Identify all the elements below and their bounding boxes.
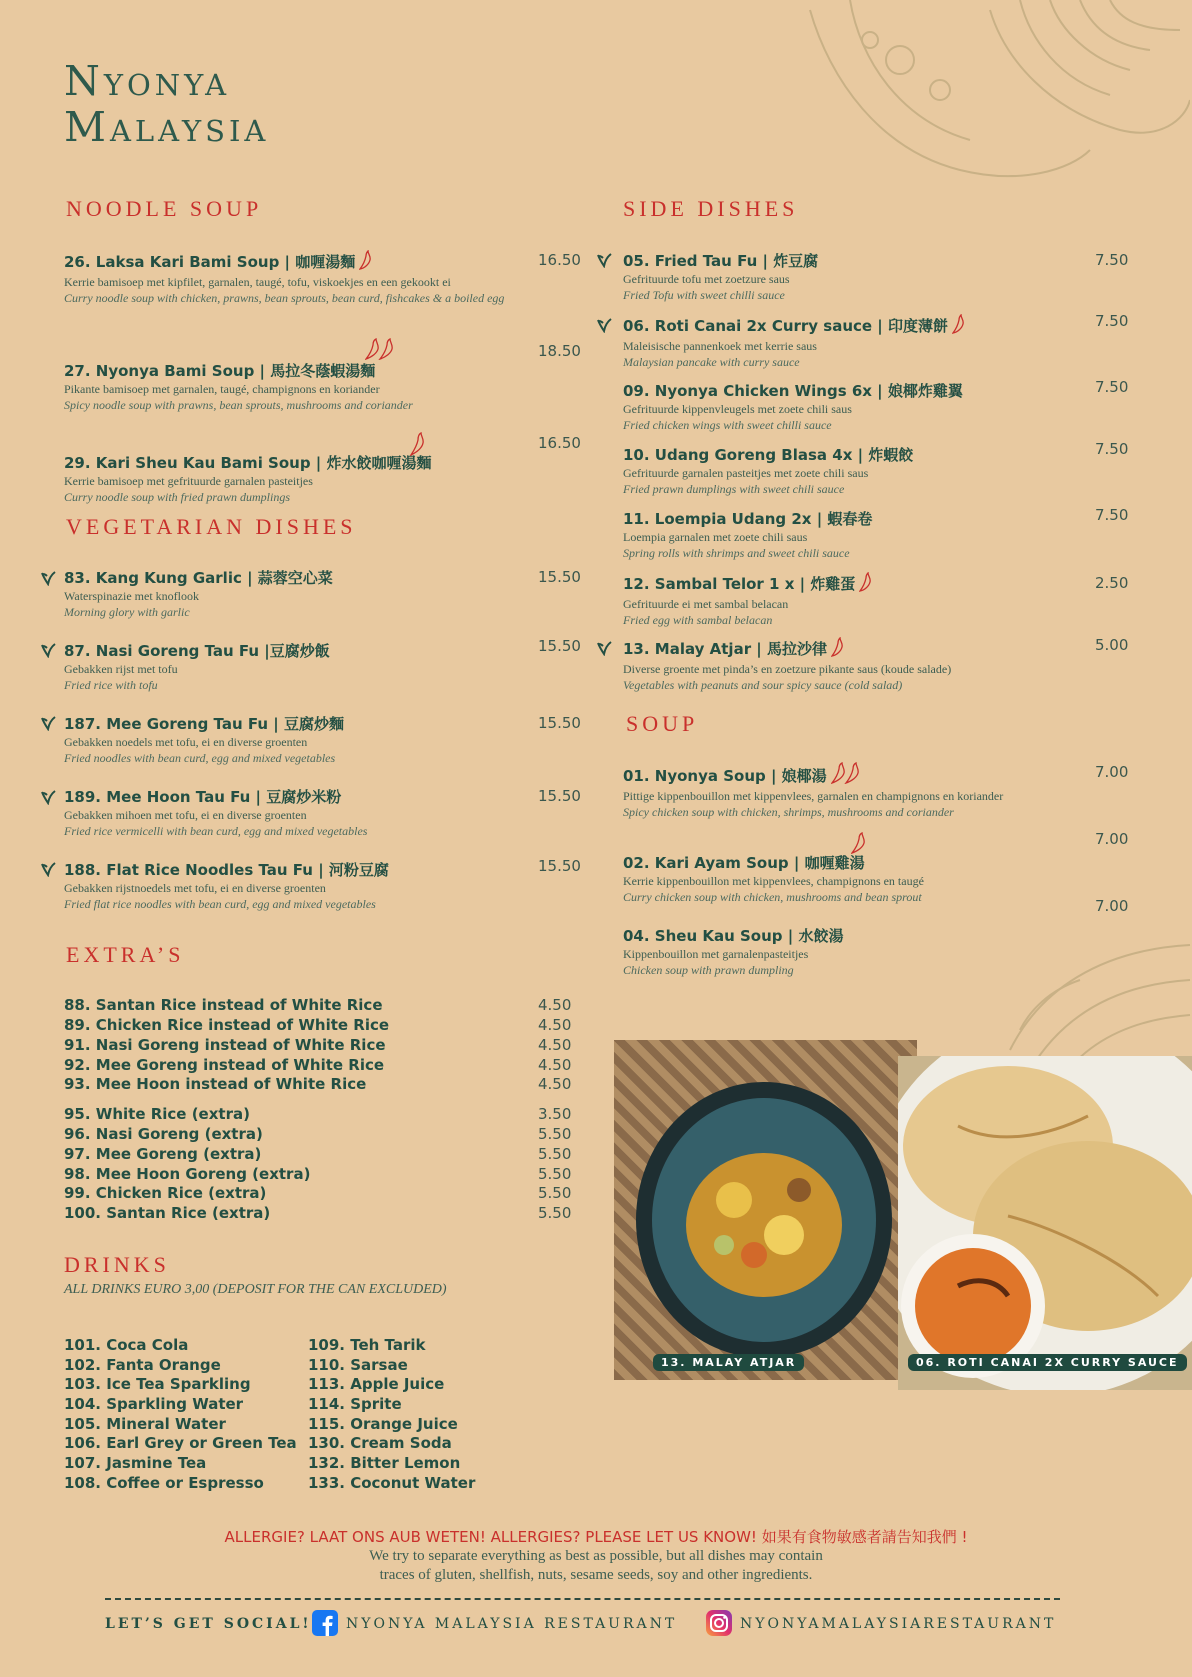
chili-icon	[359, 250, 373, 274]
chili-icon	[831, 637, 845, 661]
dish-description-en: Chicken soup with prawn dumpling	[623, 963, 794, 977]
dish-name: 87. Nasi Goreng Tau Fu |豆腐炒飯	[64, 642, 330, 660]
extra-item: 97. Mee Goreng (extra)	[64, 1145, 262, 1163]
extra-item: 88. Santan Rice instead of White Rice	[64, 996, 383, 1014]
dish-name: 187. Mee Goreng Tau Fu | 豆腐炒麵	[64, 715, 344, 733]
price: 4.50	[538, 1056, 572, 1074]
price: 5.50	[538, 1165, 572, 1183]
drink-item: 115. Orange Juice	[308, 1415, 458, 1433]
leaf-icon	[40, 861, 56, 881]
dish-name: 189. Mee Hoon Tau Fu | 豆腐炒米粉	[64, 788, 342, 806]
dish-description-en: Fried Tofu with sweet chilli sauce	[623, 288, 785, 302]
dish-description-nl: Kerrie kippenbouillon met kippenvlees, champignons en taugé	[623, 874, 924, 888]
drink-item: 104. Sparkling Water	[64, 1395, 244, 1413]
dish-name: 12. Sambal Telor 1 x | 炸雞蛋	[623, 575, 856, 593]
price: 5.00	[1095, 636, 1129, 654]
price: 7.50	[1095, 378, 1129, 396]
dish-name: 01. Nyonya Soup | 娘椰湯	[623, 767, 827, 785]
dish-description-en: Malaysian pancake with curry sauce	[623, 355, 800, 369]
drink-item: 113. Apple Juice	[308, 1375, 445, 1393]
dish-name: 29. Kari Sheu Kau Bami Soup | 炸水餃咖喱湯麵	[64, 454, 432, 472]
extra-item: 99. Chicken Rice (extra)	[64, 1184, 267, 1202]
dish-description-nl: Gebakken mihoen met tofu, ei en diverse groenten	[64, 808, 307, 822]
dish-description-nl: Diverse groente met pinda’s en zoetzure pikante saus (koude salade)	[623, 662, 952, 676]
drink-item: 133. Coconut Water	[308, 1474, 476, 1492]
dish-description-en: Curry noodle soup with fried prawn dumplings	[64, 490, 291, 504]
price: 7.50	[1095, 440, 1129, 458]
dish-description-nl: Kippenbouillon met garnalenpasteitjes	[623, 947, 809, 961]
dish-soup-01	[623, 762, 1023, 820]
price: 15.50	[538, 637, 581, 655]
dish-name: 09. Nyonya Chicken Wings 6x | 娘椰炸雞翼	[623, 382, 963, 400]
price: 5.50	[538, 1184, 572, 1202]
dish-soup-02	[623, 852, 1073, 905]
drink-item: 105. Mineral Water	[64, 1415, 226, 1433]
chili-icon	[365, 338, 395, 365]
vegetarian-title: VEGETARIAN DISHES	[66, 514, 357, 539]
side-dishes-title: SIDE DISHES	[623, 196, 799, 221]
extra-item: 93. Mee Hoon instead of White Rice	[64, 1075, 367, 1093]
shell-illustration	[790, 0, 1190, 200]
price: 7.50	[1095, 506, 1129, 524]
dish-description-nl: Pittige kippenbouillon met kippenvlees, garnalen en champignons en koriander	[623, 789, 1004, 803]
price: 5.50	[538, 1145, 572, 1163]
soup-title: SOUP	[626, 711, 699, 736]
dish-description-en: Spicy chicken soup with chicken, shrimps, mushrooms and coriander	[623, 805, 954, 819]
dish-name: 06. Roti Canai 2x Curry sauce | 印度薄餅	[623, 317, 949, 335]
drink-item: 114. Sprite	[308, 1395, 402, 1413]
dish-description-nl: Kerrie bamisoep met kipfilet, garnalen, taugé, tofu, viskoekjes en een gekookt ei	[64, 275, 451, 289]
price: 3.50	[538, 1105, 572, 1123]
malay-atjar-photo	[614, 1040, 917, 1380]
price: 4.50	[538, 1036, 572, 1054]
dish-noodle-29	[64, 452, 544, 505]
allergy-note-line-2: traces of gluten, shellfish, nuts, sesame seeds, soy and other ingredients.	[379, 1567, 813, 1583]
dish-description-en: Fried noodles with bean curd, egg and mixed vegetables	[64, 751, 336, 765]
dish-description-en: Morning glory with garlic	[64, 605, 190, 619]
drink-item: 107. Jasmine Tea	[64, 1454, 207, 1472]
photo-label: 06. ROTI CANAI 2X CURRY SAUCE	[908, 1354, 1187, 1371]
price: 15.50	[538, 787, 581, 805]
instagram-icon[interactable]	[706, 1610, 732, 1641]
dish-name: 02. Kari Ayam Soup | 咖喱雞湯	[623, 854, 865, 872]
brand-line-1: Nyonya	[64, 57, 231, 105]
price: 7.00	[1095, 763, 1129, 781]
drink-item: 106. Earl Grey or Green Tea	[64, 1434, 297, 1452]
facebook-link[interactable]: NYONYA MALAYSIA RESTAURANT	[346, 1616, 678, 1632]
dish-name: 10. Udang Goreng Blasa 4x | 炸蝦餃	[623, 446, 914, 464]
dish-side-09	[623, 380, 1073, 433]
drinks-note: ALL DRINKS EURO 3,00 (DEPOSIT FOR THE CAN EXCLUDED)	[64, 1282, 447, 1297]
price: 7.00	[1095, 830, 1129, 848]
dish-description-en: Fried chicken wings with sweet chilli sauce	[623, 418, 832, 432]
drink-item: 103. Ice Tea Sparkling	[64, 1375, 251, 1393]
drink-item: 108. Coffee or Espresso	[64, 1474, 264, 1492]
drink-item: 102. Fanta Orange	[64, 1356, 221, 1374]
dish-description-nl: Gebakken rijst met tofu	[64, 662, 178, 676]
photo-label: 13. MALAY ATJAR	[653, 1354, 804, 1371]
dish-description-en: Fried rice with tofu	[64, 678, 158, 692]
leaf-icon	[40, 642, 56, 662]
chili-icon	[831, 762, 861, 788]
dish-description-nl: Gebakken noedels met tofu, ei en diverse groenten	[64, 735, 308, 749]
extra-item: 98. Mee Hoon Goreng (extra)	[64, 1165, 311, 1183]
price: 18.50	[538, 342, 581, 360]
chili-icon	[410, 432, 426, 461]
price: 7.00	[1095, 897, 1129, 915]
dish-description-nl: Gebakken rijstnoedels met tofu, ei en diverse groenten	[64, 881, 326, 895]
dish-veg-187	[64, 713, 524, 766]
leaf-icon	[40, 789, 56, 809]
drink-item: 101. Coca Cola	[64, 1336, 189, 1354]
bowl-illustration	[614, 1040, 917, 1380]
price: 15.50	[538, 857, 581, 875]
price: 4.50	[538, 996, 572, 1014]
extra-item: 92. Mee Goreng instead of White Rice	[64, 1056, 385, 1074]
price: 2.50	[1095, 574, 1129, 592]
dish-description-nl: Gefrituurde tofu met zoetzure saus	[623, 272, 790, 286]
dish-side-10	[623, 444, 1073, 497]
restaurant-logo	[64, 58, 269, 150]
social-label: LET’S GET SOCIAL!	[105, 1616, 312, 1632]
extra-item: 89. Chicken Rice instead of White Rice	[64, 1016, 390, 1034]
dish-description-en: Curry chicken soup with chicken, mushrooms and bean sprout	[623, 890, 922, 904]
leaf-icon	[596, 640, 612, 660]
chili-icon	[952, 314, 966, 338]
dish-description-nl: Pikante bamisoep met garnalen, taugé, champignons en koriander	[64, 382, 380, 396]
leaf-icon	[40, 570, 56, 590]
dish-description-en: Fried prawn dumplings with sweet chili sauce	[623, 482, 845, 496]
price: 16.50	[538, 434, 581, 452]
facebook-icon[interactable]	[312, 1610, 338, 1641]
extra-item: 95. White Rice (extra)	[64, 1105, 250, 1123]
dish-veg-83	[64, 567, 524, 620]
drink-item: 109. Teh Tarik	[308, 1336, 426, 1354]
dish-description-en: Vegetables with peanuts and sour spicy sauce (cold salad)	[623, 678, 903, 692]
dish-description-en: Fried egg with sambal belacan	[623, 613, 773, 627]
dish-name: 11. Loempia Udang 2x | 蝦春卷	[623, 510, 873, 528]
price: 16.50	[538, 251, 581, 269]
dish-description-en: Spring rolls with shrimps and sweet chili sauce	[623, 546, 850, 560]
noodle-soup-title: NOODLE SOUP	[66, 196, 263, 221]
dish-side-05	[623, 250, 1073, 303]
drinks-title: DRINKS	[64, 1252, 170, 1277]
dish-description-en: Curry noodle soup with chicken, prawns, bean sprouts, bean curd, fishcakes & a boiled egg	[64, 291, 505, 305]
dish-name: 26. Laksa Kari Bami Soup | 咖喱湯麵	[64, 253, 356, 271]
price: 4.50	[538, 1075, 572, 1093]
dish-veg-188	[64, 859, 524, 912]
dish-name: 83. Kang Kung Garlic | 蒜蓉空心菜	[64, 569, 333, 587]
dish-side-13	[623, 637, 1083, 693]
extra-item: 96. Nasi Goreng (extra)	[64, 1125, 263, 1143]
leaf-icon	[596, 317, 612, 337]
dish-side-11	[623, 508, 1073, 561]
allergy-note-line-1: We try to separate everything as best as possible, but all dishes may contain	[369, 1548, 823, 1564]
price: 15.50	[538, 714, 581, 732]
dish-name: 188. Flat Rice Noodles Tau Fu | 河粉豆腐	[64, 861, 389, 879]
price: 4.50	[538, 1016, 572, 1034]
dish-name: 04. Sheu Kau Soup | 水餃湯	[623, 927, 844, 945]
drink-item: 130. Cream Soda	[308, 1434, 452, 1452]
dish-description-nl: Loempia garnalen met zoete chili saus	[623, 530, 808, 544]
dish-description-nl: Gefrituurde garnalen pasteitjes met zoete chili saus	[623, 466, 869, 480]
extra-item: 100. Santan Rice (extra)	[64, 1204, 271, 1222]
dish-description-en: Spicy noodle soup with prawns, bean sprouts, mushrooms and coriander	[64, 398, 413, 412]
drink-item: 110. Sarsae	[308, 1356, 408, 1374]
dish-noodle-26	[64, 250, 544, 306]
extras-title: EXTRA’S	[66, 942, 185, 967]
leaf-icon	[596, 252, 612, 272]
leaf-icon	[40, 715, 56, 735]
price: 5.50	[538, 1125, 572, 1143]
divider	[105, 1598, 1060, 1600]
dish-description-nl: Kerrie bamisoep met gefrituurde garnalen pasteitjes	[64, 474, 313, 488]
allergy-warning: ALLERGIE? LAAT ONS AUB WETEN! ALLERGIES? PLEASE LET US KNOW! 如果有食物敏感者請告知我們 !	[224, 1528, 968, 1546]
brand-line-2: Malaysia	[64, 103, 270, 151]
plate-illustration	[898, 1056, 1192, 1390]
dish-description-en: Fried rice vermicelli with bean curd, egg and mixed vegetables	[64, 824, 368, 838]
price: 7.50	[1095, 312, 1129, 330]
chili-icon	[859, 572, 873, 596]
drink-item: 132. Bitter Lemon	[308, 1454, 461, 1472]
dish-description-nl: Waterspinazie met knoflook	[64, 589, 199, 603]
dish-name: 27. Nyonya Bami Soup | 馬拉冬蔭蝦湯麵	[64, 362, 376, 380]
dish-noodle-27	[64, 360, 544, 413]
dish-description-en: Fried flat rice noodles with bean curd, egg and mixed vegetables	[64, 897, 376, 911]
dish-description-nl: Gefrituurde ei met sambal belacan	[623, 597, 789, 611]
dish-name: 05. Fried Tau Fu | 炸豆腐	[623, 252, 819, 270]
dish-veg-189	[64, 786, 524, 839]
price: 5.50	[538, 1204, 572, 1222]
roti-canai-photo	[898, 1056, 1192, 1390]
dish-name: 13. Malay Atjar | 馬拉沙律	[623, 640, 828, 658]
dish-soup-04	[623, 925, 1073, 978]
price: 15.50	[538, 568, 581, 586]
extra-item: 91. Nasi Goreng instead of White Rice	[64, 1036, 386, 1054]
dish-description-nl: Maleisische pannenkoek met kerrie saus	[623, 339, 817, 353]
dish-veg-87	[64, 640, 524, 693]
price: 7.50	[1095, 251, 1129, 269]
dish-side-12	[623, 572, 1073, 628]
dish-description-nl: Gefrituurde kippenvleugels met zoete chili saus	[623, 402, 852, 416]
instagram-link[interactable]: NYONYAMALAYSIARESTAURANT	[740, 1616, 1057, 1632]
dish-side-06	[623, 314, 1073, 370]
